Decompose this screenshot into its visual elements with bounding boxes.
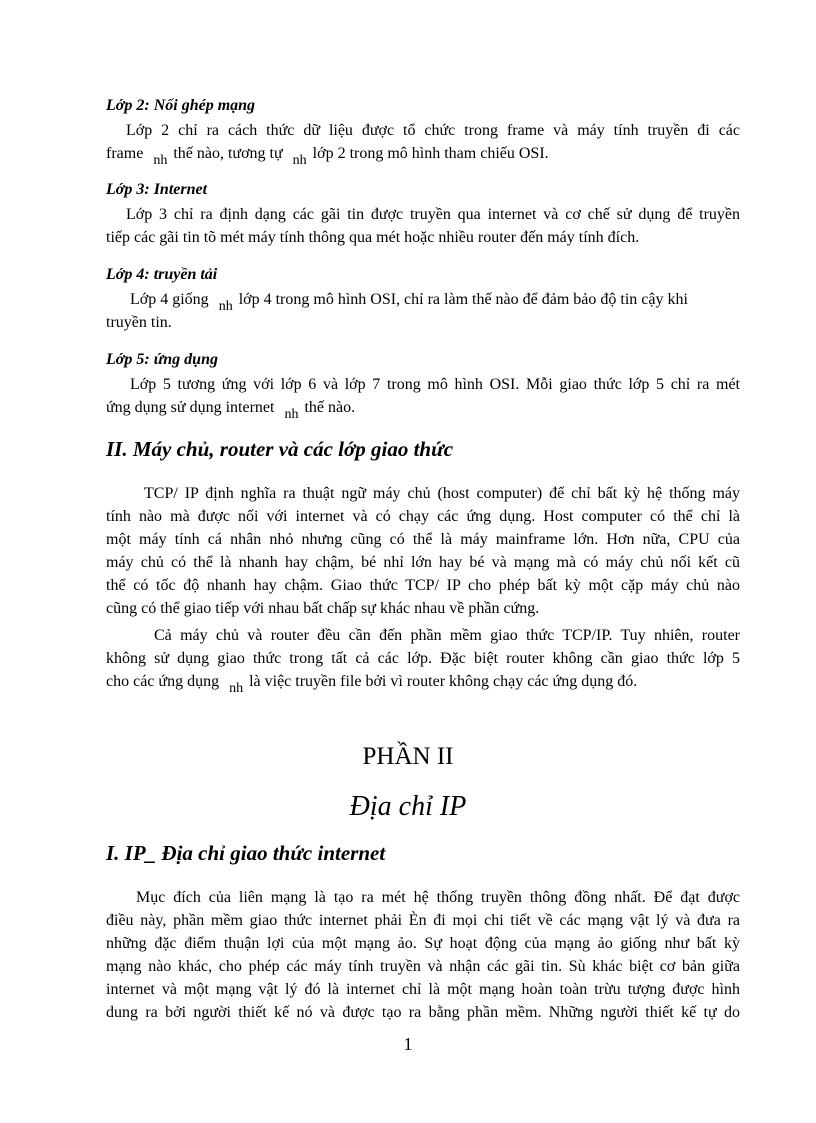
section2-p1-line: TCP/ IP định nghĩa ra thuật ngữ máy chủ (host computer) để chỉ bất kỳ hệ thống máy — [144, 485, 740, 502]
section2-p1-line: một máy tính cá nhân nhỏ nhưng cũng có thể là máy mainframe lớn. Hơn nữa, CPU của — [106, 531, 740, 548]
layer3-heading: Lớp 3: Internet — [106, 181, 208, 198]
ip-paragraph-line: internet và một mạng vật lý đó là internet chỉ là một mạng hoàn toàn trừu tượng được hình — [106, 981, 740, 998]
section2-paragraph2 — [106, 624, 740, 696]
subscript-fragment: nh — [292, 153, 307, 168]
text-fragment: lớp 4 trong mô hình OSI, chỉ ra làm thế nào để đảm bảo độ tin cậy khi — [238, 291, 688, 308]
layer2-line1: Lớp 2 chỉ ra cách thức dữ liệu được tổ chức trong frame và máy tính truyền đi các — [126, 122, 740, 139]
section2-p1-line: tính nào mà được nối với internet và có chạy các ứng dụng. Host computer có thể chỉ là — [106, 508, 740, 525]
ip-paragraph-line: dung ra bởi người thiết kế nó và được tạo ra bằng phần mềm. Những người thiết kế tự do — [106, 1004, 740, 1021]
layer4-heading: Lớp 4: truyền tải — [106, 266, 218, 283]
text-fragment: frame — [106, 145, 144, 162]
section2-p1-line: máy chủ có thể là nhanh hay chậm, bé nhỉ lớn hay bé và mạng mà có máy chủ nối kết cũ — [106, 554, 740, 571]
layer5-heading: Lớp 5: ứng dụng — [106, 351, 218, 368]
layer5-paragraph — [106, 373, 740, 422]
section2-paragraph1 — [106, 482, 740, 620]
subscript-fragment: nh — [153, 153, 168, 168]
ip-paragraph-line: những đặc điểm thuận lợi của một mạng ảo. Sự hoạt động của mạng ảo giống như bất kỳ — [106, 935, 740, 952]
text-fragment: là việc truyền file bởi vì router không chạy các ứng dụng đó. — [249, 673, 638, 690]
layer5-line2 — [106, 396, 740, 422]
text-fragment: cho các ứng dụng — [106, 673, 220, 690]
ip-section-paragraph — [106, 886, 740, 1024]
text-fragment: thế nào, tương tự — [173, 145, 283, 162]
page-number: 1 — [403, 1034, 413, 1054]
part-label: PHẦN II — [362, 743, 454, 770]
section2-p1-line: cũng có thể giao tiếp với nhau bất chấp sự khác nhau về phần cứng. — [106, 600, 540, 617]
ip-paragraph-line: mạng nào khác, cho phép các máy tính truyền và nhận các gãi tin. Sù khác biệt cơ bản giữa — [106, 958, 740, 975]
text-fragment: lớp 2 trong mô hình tham chiếu OSI. — [312, 145, 549, 162]
layer2-line2 — [106, 142, 740, 168]
section2-p2-line: không sử dụng giao thức trong tất cả các lớp. Đặc biệt router không cần giao thức lớp 5 — [106, 650, 740, 667]
text-fragment: ứng dụng sử dụng internet — [106, 399, 275, 416]
layer2-paragraph — [106, 119, 740, 168]
subscript-fragment: nh — [284, 407, 299, 422]
layer3-line2: tiếp các gãi tin tõ mét máy tính thông qua mét hoặc nhiều router đến máy tính đích. — [106, 229, 640, 246]
subscript-fragment: nh — [218, 299, 233, 314]
subscript-fragment: nh — [229, 681, 244, 696]
section2-p2-line — [106, 670, 740, 696]
layer2-heading: Lớp 2: Nối ghép mạng — [106, 97, 256, 114]
ip-paragraph-line: Mục đích của liên mạng là tạo ra mét hệ thống truyền thông đồng nhất. Để đạt được — [136, 889, 740, 906]
layer4-paragraph — [106, 288, 740, 334]
section2-p2-line: Cả máy chủ và router đều cần đến phần mềm giao thức TCP/IP. Tuy nhiên, router — [154, 627, 740, 644]
section2-p1-line: thể có tốc độ nhanh hay chậm. Giao thức TCP/ IP cho phép bất kỳ một cặp máy chủ nào — [106, 577, 740, 594]
layer3-paragraph — [106, 203, 740, 249]
ip-paragraph-line: điều này, phần mềm giao thức internet phải Èn đi mọi chi tiết về các mạng vật lý và đưa ra — [106, 912, 740, 929]
layer3-line1: Lớp 3 chỉ ra định dạng các gãi tin được truyền qua internet và cơ chế sử dụng để truyền — [126, 206, 740, 223]
layer5-line1: Lớp 5 tương ứng với lớp 6 và lớp 7 trong mô hình OSI. Mỗi giao thức lớp 5 chỉ ra mét — [130, 376, 740, 393]
text-fragment: thế nào. — [304, 399, 356, 416]
layer4-line1 — [106, 288, 740, 314]
layer4-line2: truyền tin. — [106, 314, 172, 331]
part-title: Địa chỉ IP — [349, 791, 467, 822]
text-fragment: Lớp 4 giống — [130, 291, 209, 308]
section2-heading: II. Máy chủ, router và các lớp giao thức — [106, 437, 454, 461]
ip-section-heading: I. IP_ Địa chỉ giao thức internet — [106, 841, 386, 865]
